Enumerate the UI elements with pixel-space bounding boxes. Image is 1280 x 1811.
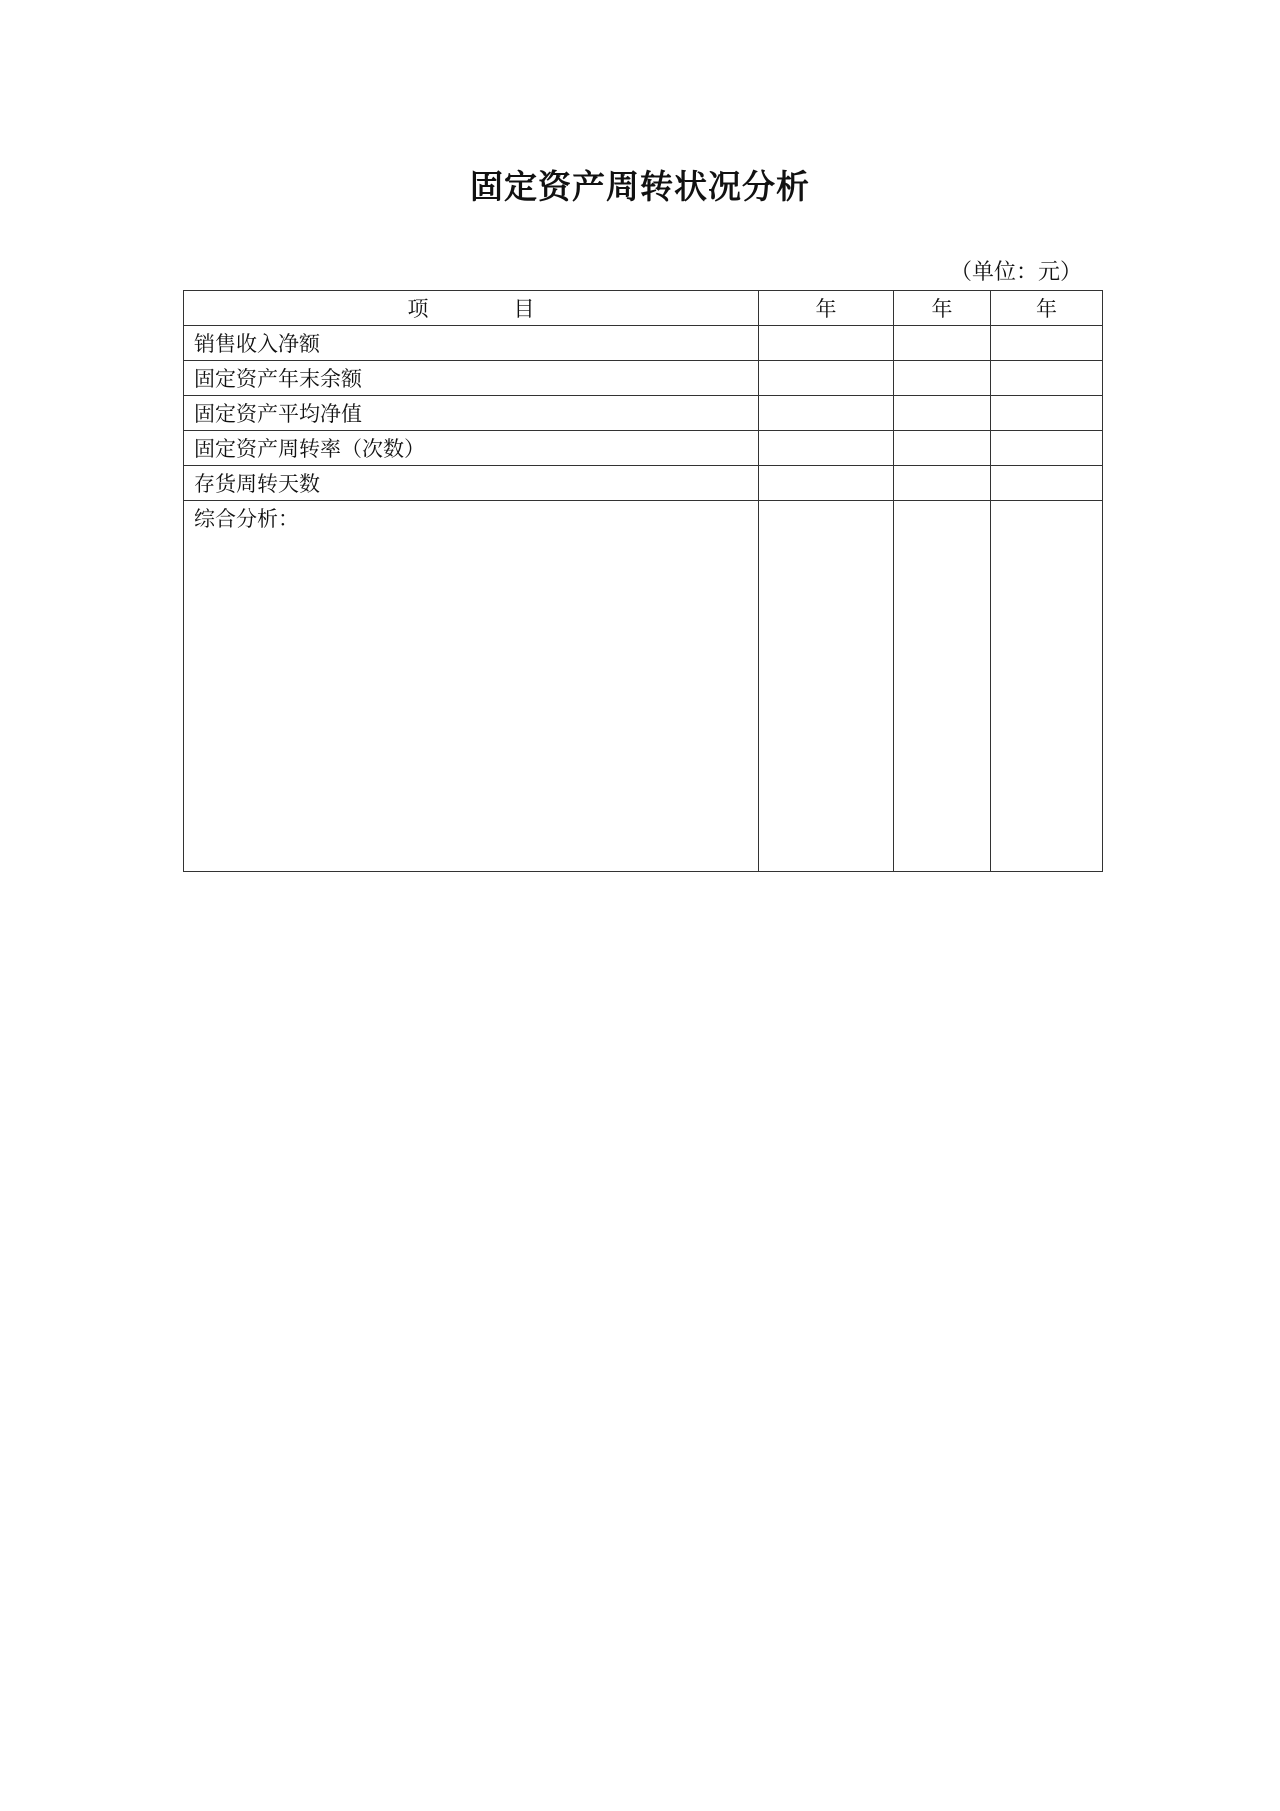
cell-year-3[interactable] [991, 396, 1103, 431]
analysis-label: 综合分析： [194, 507, 299, 531]
header-item-part1: 项 [407, 297, 429, 321]
cell-year-2[interactable] [894, 396, 991, 431]
table-row [184, 396, 1103, 431]
cell-year-2[interactable] [894, 466, 991, 501]
header-year-3: 年 [991, 291, 1103, 326]
analysis-year-2[interactable] [894, 501, 991, 872]
table-header-row [184, 291, 1103, 326]
cell-year-3[interactable] [991, 466, 1103, 501]
table-row [184, 326, 1103, 361]
cell-year-1[interactable] [759, 466, 894, 501]
cell-year-2[interactable] [894, 326, 991, 361]
analysis-year-1[interactable] [759, 501, 894, 872]
analysis-table [183, 290, 1103, 872]
cell-year-2[interactable] [894, 361, 991, 396]
table-row [184, 466, 1103, 501]
header-year-2: 年 [894, 291, 991, 326]
table-row [184, 361, 1103, 396]
table-row [184, 431, 1103, 466]
analysis-row [184, 501, 1103, 872]
row-label-fixed-asset-turnover: 固定资产周转率（次数） [184, 431, 759, 466]
cell-year-3[interactable] [991, 361, 1103, 396]
header-item [184, 291, 759, 326]
row-label-fixed-assets-average: 固定资产平均净值 [184, 396, 759, 431]
cell-year-1[interactable] [759, 431, 894, 466]
row-label-sales-revenue: 销售收入净额 [184, 326, 759, 361]
analysis-year-3[interactable] [991, 501, 1103, 872]
row-label-inventory-turnover-days: 存货周转天数 [184, 466, 759, 501]
cell-year-3[interactable] [991, 326, 1103, 361]
unit-note: （单位：元） [949, 260, 1082, 285]
cell-year-3[interactable] [991, 431, 1103, 466]
cell-year-2[interactable] [894, 431, 991, 466]
header-year-1: 年 [759, 291, 894, 326]
page-title: 固定资产周转状况分析 [470, 167, 810, 206]
header-item-part2: 目 [513, 297, 535, 321]
cell-year-1[interactable] [759, 361, 894, 396]
row-label-fixed-assets-year-end: 固定资产年末余额 [184, 361, 759, 396]
cell-year-1[interactable] [759, 396, 894, 431]
analysis-cell[interactable] [184, 501, 759, 872]
cell-year-1[interactable] [759, 326, 894, 361]
